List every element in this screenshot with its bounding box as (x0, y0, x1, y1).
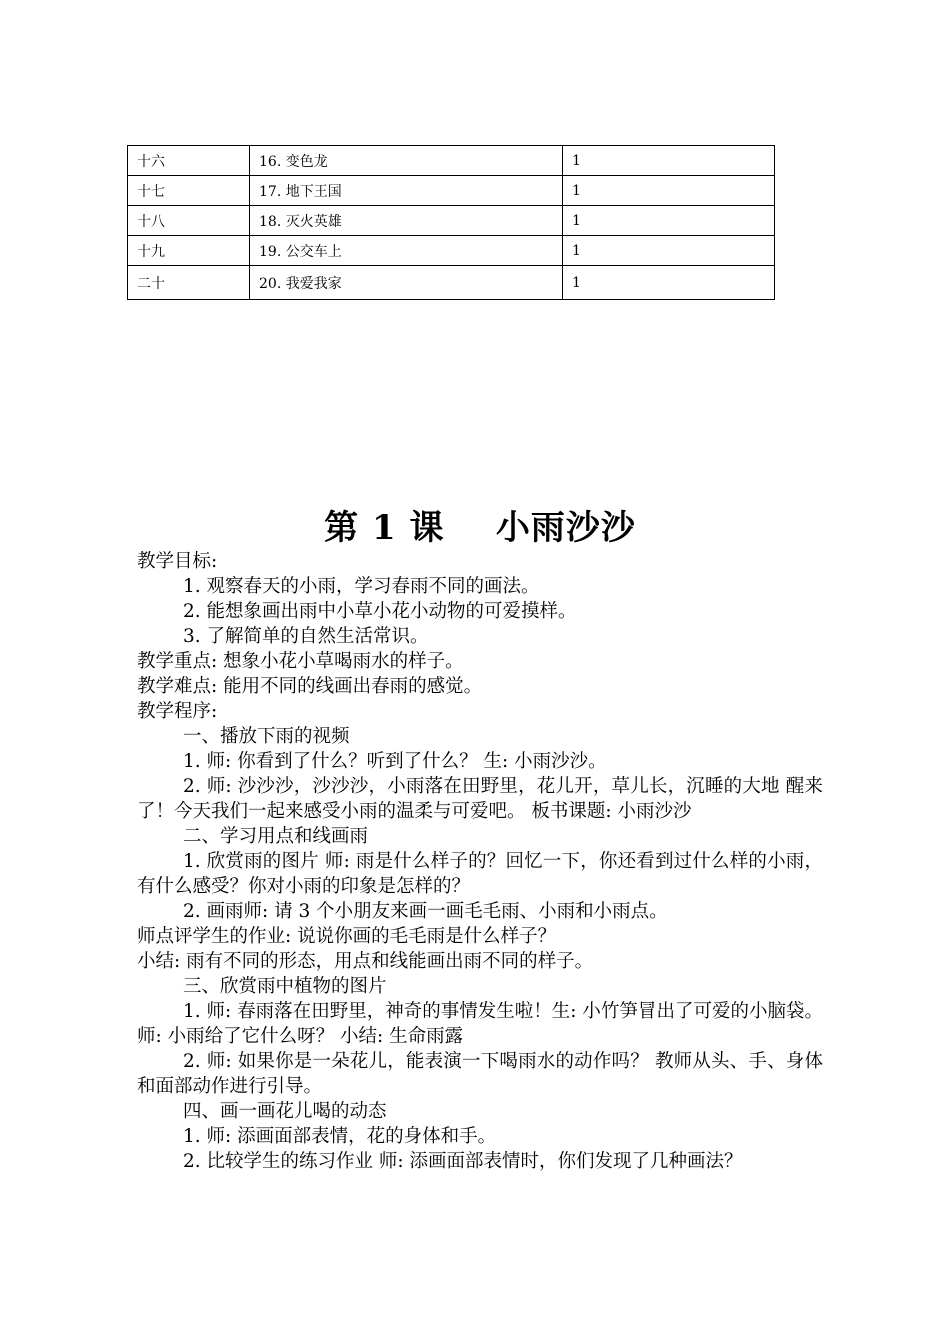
lesson-paragraph: 2. 师: 如果你是一朵花儿，能表演一下喝雨水的动作吗？ 教师从头、手、身体和面部动作进行引导。 (137, 1051, 823, 1097)
table-row (128, 146, 775, 176)
lesson-paragraph: 1. 观察春天的小雨，学习春雨不同的画法。 (183, 576, 540, 597)
lesson-cell: 17. 地下王国 (250, 176, 563, 206)
hours-cell: 1 (563, 236, 775, 266)
lesson-paragraph: 师点评学生的作业: 说说你画的毛毛雨是什么样子？ (137, 926, 557, 947)
lesson-paragraph: 教学重点: 想象小花小草喝雨水的样子。 (137, 651, 464, 672)
lesson-cell: 16. 变色龙 (250, 146, 563, 176)
hours-cell: 1 (563, 176, 775, 206)
hours-cell: 1 (563, 266, 775, 300)
lesson-paragraph: 教学程序: (137, 701, 218, 722)
table-row (128, 176, 775, 206)
lesson-paragraph: 教学目标: (137, 551, 218, 572)
lesson-cell: 20. 我爱我家 (250, 266, 563, 300)
week-cell: 十八 (128, 206, 250, 236)
lesson-paragraph: 三、欣赏雨中植物的图片 (183, 976, 387, 997)
lesson-cell: 18. 灭火英雄 (250, 206, 563, 236)
table-row (128, 236, 775, 266)
lesson-paragraph: 2. 比较学生的练习作业 师: 添画面部表情时，你们发现了几种画法？ (183, 1151, 743, 1172)
lesson-paragraph: 1. 欣赏雨的图片 师: 雨是什么样子的？回忆一下，你还看到过什么样的小雨，有什么感受？你对小雨的印象是怎样的？ (137, 851, 823, 897)
schedule-table (127, 145, 775, 300)
hours-cell: 1 (563, 146, 775, 176)
week-cell: 十六 (128, 146, 250, 176)
week-cell: 二十 (128, 266, 250, 300)
lesson-paragraph: 2. 画雨师: 请 3 个小朋友来画一画毛毛雨、小雨和小雨点。 (183, 901, 668, 922)
lesson-paragraph: 1. 师: 你看到了什么？听到了什么？ 生: 小雨沙沙。 (183, 751, 607, 772)
lesson-paragraph: 2. 能想象画出雨中小草小花小动物的可爱摸样。 (183, 601, 577, 622)
lesson-paragraph: 四、画一画花儿喝的动态 (183, 1101, 387, 1122)
week-cell: 十九 (128, 236, 250, 266)
lesson-paragraph: 小结: 雨有不同的形态，用点和线能画出雨不同的样子。 (137, 951, 594, 972)
lesson-paragraph: 一、播放下雨的视频 (183, 726, 350, 747)
lesson-paragraph: 3. 了解简单的自然生活常识。 (183, 626, 429, 647)
lesson-title: 第 1 课 小雨沙沙 (324, 508, 636, 548)
lesson-paragraph: 1. 师: 添画面部表情，花的身体和手。 (183, 1126, 497, 1147)
week-cell: 十七 (128, 176, 250, 206)
lesson-paragraph: 教学难点: 能用不同的线画出春雨的感觉。 (137, 676, 483, 697)
lesson-cell: 19. 公交车上 (250, 236, 563, 266)
lesson-paragraph: 二、学习用点和线画雨 (183, 826, 369, 847)
hours-cell: 1 (563, 206, 775, 236)
table-row (128, 266, 775, 300)
lesson-paragraph: 2. 师: 沙沙沙，沙沙沙，小雨落在田野里，花儿开，草儿长，沉睡的大地 醒来了！今天我们一起来感受小雨的温柔与可爱吧。 板书课题: 小雨沙沙 (137, 776, 823, 822)
lesson-paragraph: 1. 师: 春雨落在田野里，神奇的事情发生啦！生: 小竹笋冒出了可爱的小脑袋。 师: 小雨给了它什么呀？ 小结: 生命雨露 (137, 1001, 823, 1047)
table-row (128, 206, 775, 236)
lesson-body (137, 549, 823, 1174)
